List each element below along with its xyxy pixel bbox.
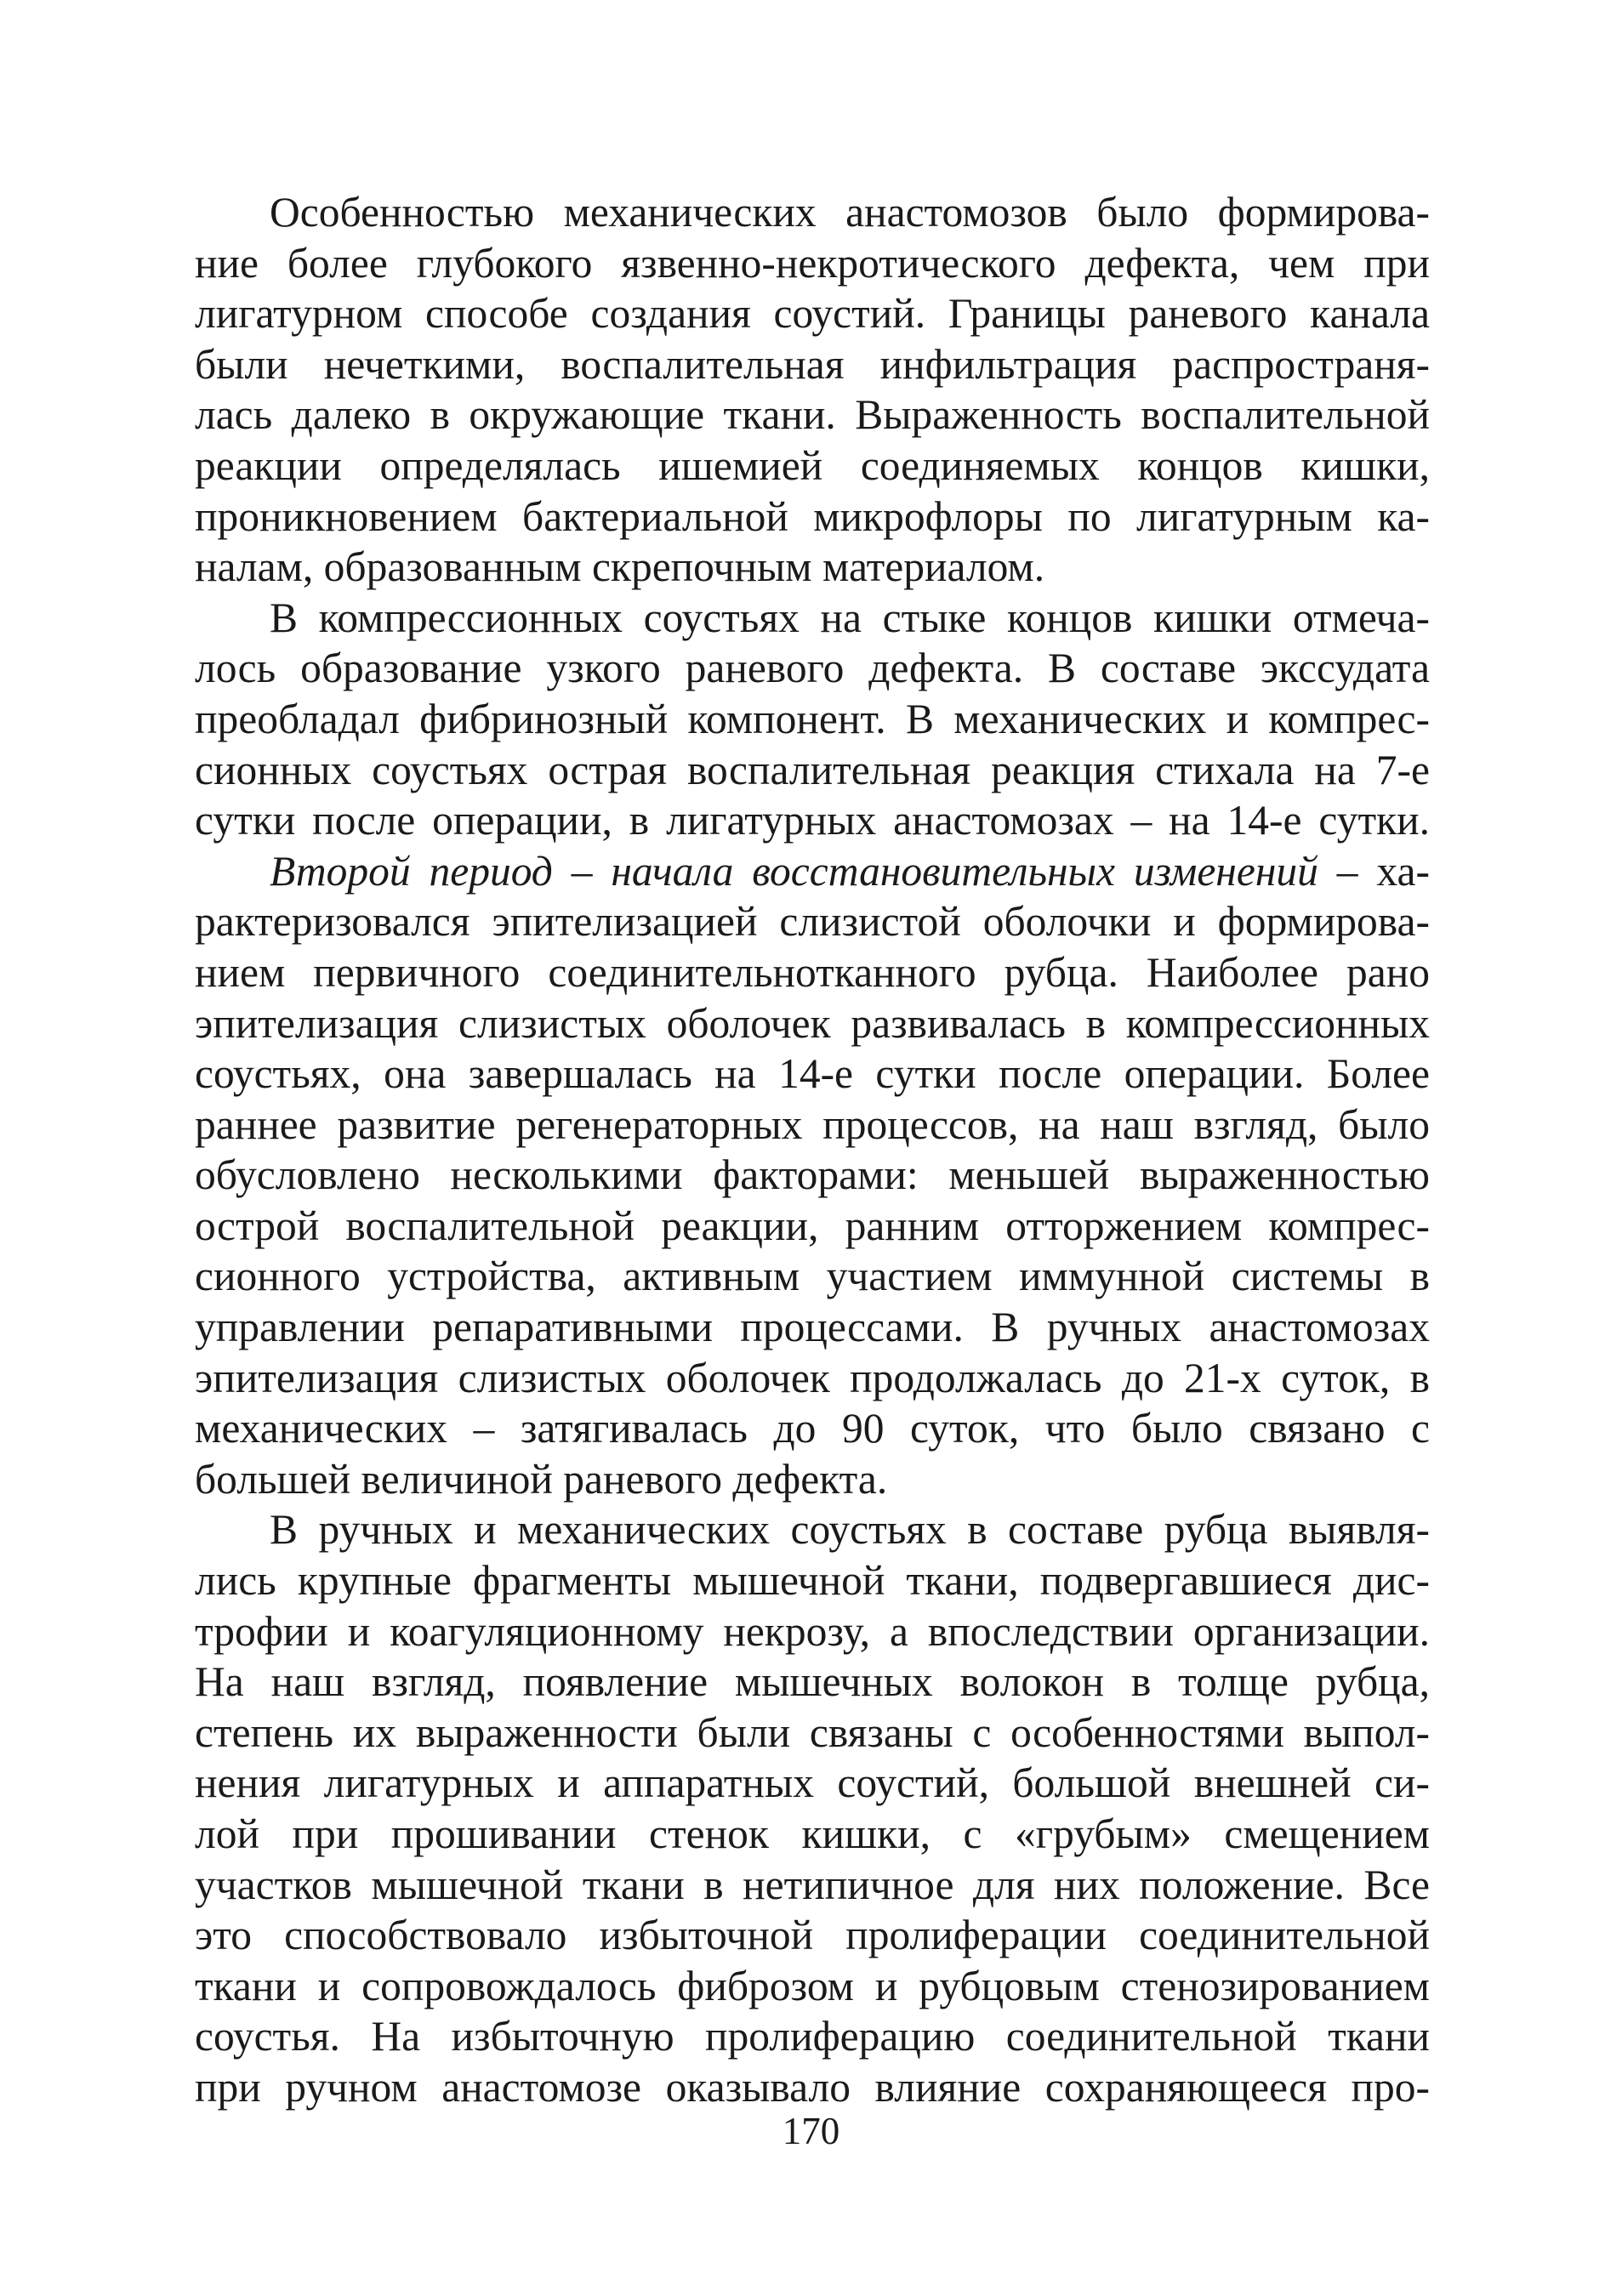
text-line: были нечеткими, воспалительная инфильтрация распространя-: [195, 340, 1430, 388]
text-line: соустья. На избыточную пролиферацию соединительной ткани: [195, 2013, 1430, 2060]
text-line: ткани и сопровождалось фиброзом и рубцовым стенозированием: [195, 1962, 1430, 2009]
paragraph-2: [195, 593, 1430, 846]
text-line: при ручном анастомозе оказывало влияние сохраняющееся про-: [195, 2063, 1430, 2111]
text-line: соустьях, она завершалась на 14-е сутки после операции. Более: [195, 1050, 1430, 1098]
paragraph-4: [195, 1504, 1430, 2112]
text-line: преобладал фибринозный компонент. В механических и компрес-: [195, 695, 1430, 742]
text-line: раннее развитие регенераторных процессов, на наш взгляд, было: [195, 1100, 1430, 1148]
text-line: управлении репаративными процессами. В ручных анастомозах: [195, 1304, 1430, 1351]
text-line: налам, образованным скрепочным материалом.: [195, 543, 1045, 591]
text-line: рактеризовался эпителизацией слизистой оболочки и формирова-: [195, 898, 1430, 946]
text-line: эпителизация слизистых оболочек развивалась в компрессионных: [195, 999, 1430, 1047]
text-line: На наш взгляд, появление мышечных волокон в толще рубца,: [195, 1658, 1430, 1706]
text-line: большей величиной раневого дефекта.: [195, 1455, 888, 1503]
text-line: сионного устройства, активным участием иммунной системы в: [195, 1253, 1430, 1300]
text-line: реакции определялась ишемией соединяемых концов кишки,: [195, 441, 1430, 489]
text-line: лигатурном способе создания соустий. Границы раневого канала: [195, 290, 1430, 338]
text-line: сионных соустьях острая воспалительная реакция стихала на 7-е: [195, 746, 1430, 793]
text-line: сутки после операции, в лигатурных анастомозах – на 14-е сутки.: [195, 797, 1430, 844]
text-line: нения лигатурных и аппаратных соустий, большой внешней си-: [195, 1759, 1430, 1807]
page-number: 170: [782, 2110, 840, 2152]
paragraph-1: [195, 187, 1430, 593]
text-line: степень их выраженности были связаны с особенностями выпол-: [195, 1708, 1430, 1756]
text-line: обусловлено несколькими факторами: меньшей выраженностью: [195, 1151, 1430, 1199]
text-line: лись крупные фрагменты мышечной ткани, подвергавшиеся дис-: [195, 1557, 1430, 1605]
italic-heading-text: Второй период – начала восстановительных изменений: [270, 847, 1318, 895]
text-line: В ручных и механических соустьях в составе рубца выявля-: [270, 1506, 1430, 1554]
text-line: острой воспалительной реакции, ранним отторжением компрес-: [195, 1202, 1430, 1249]
text-line: механических – затягивалась до 90 суток, что было связано с: [195, 1405, 1430, 1452]
text-line: Особенностью механических анастомозов было формирова-: [270, 189, 1430, 236]
text-line: лась далеко в окружающие ткани. Выраженность воспалительной: [195, 391, 1430, 439]
text-line: эпителизация слизистых оболочек продолжалась до 21-х суток, в: [195, 1354, 1430, 1401]
text-line: лой при прошивании стенок кишки, с «грубым» смещением: [195, 1810, 1430, 1857]
body-text: [195, 187, 1430, 2113]
text-fragment: – ха-: [1318, 847, 1430, 895]
text-line: лось образование узкого раневого дефекта. В составе экссудата: [195, 645, 1430, 692]
paragraph-3: [195, 846, 1430, 1505]
text-line: В компрессионных соустьях на стыке концов кишки отмеча-: [270, 594, 1430, 641]
text-line: проникновением бактериальной микрофлоры по лигатурным ка-: [195, 492, 1430, 540]
text-line: ние более глубокого язвенно-некротического дефекта, чем при: [195, 239, 1430, 287]
text-line: участков мышечной ткани в нетипичное для них положение. Все: [195, 1861, 1430, 1908]
text-line: трофии и коагуляционному некрозу, а впоследствии организации.: [195, 1607, 1430, 1655]
text-line: [195, 846, 1430, 897]
text-line: это способствовало избыточной пролиферации соединительной: [195, 1912, 1430, 1959]
text-line: нием первичного соединительнотканного рубца. Наиболее рано: [195, 948, 1430, 996]
